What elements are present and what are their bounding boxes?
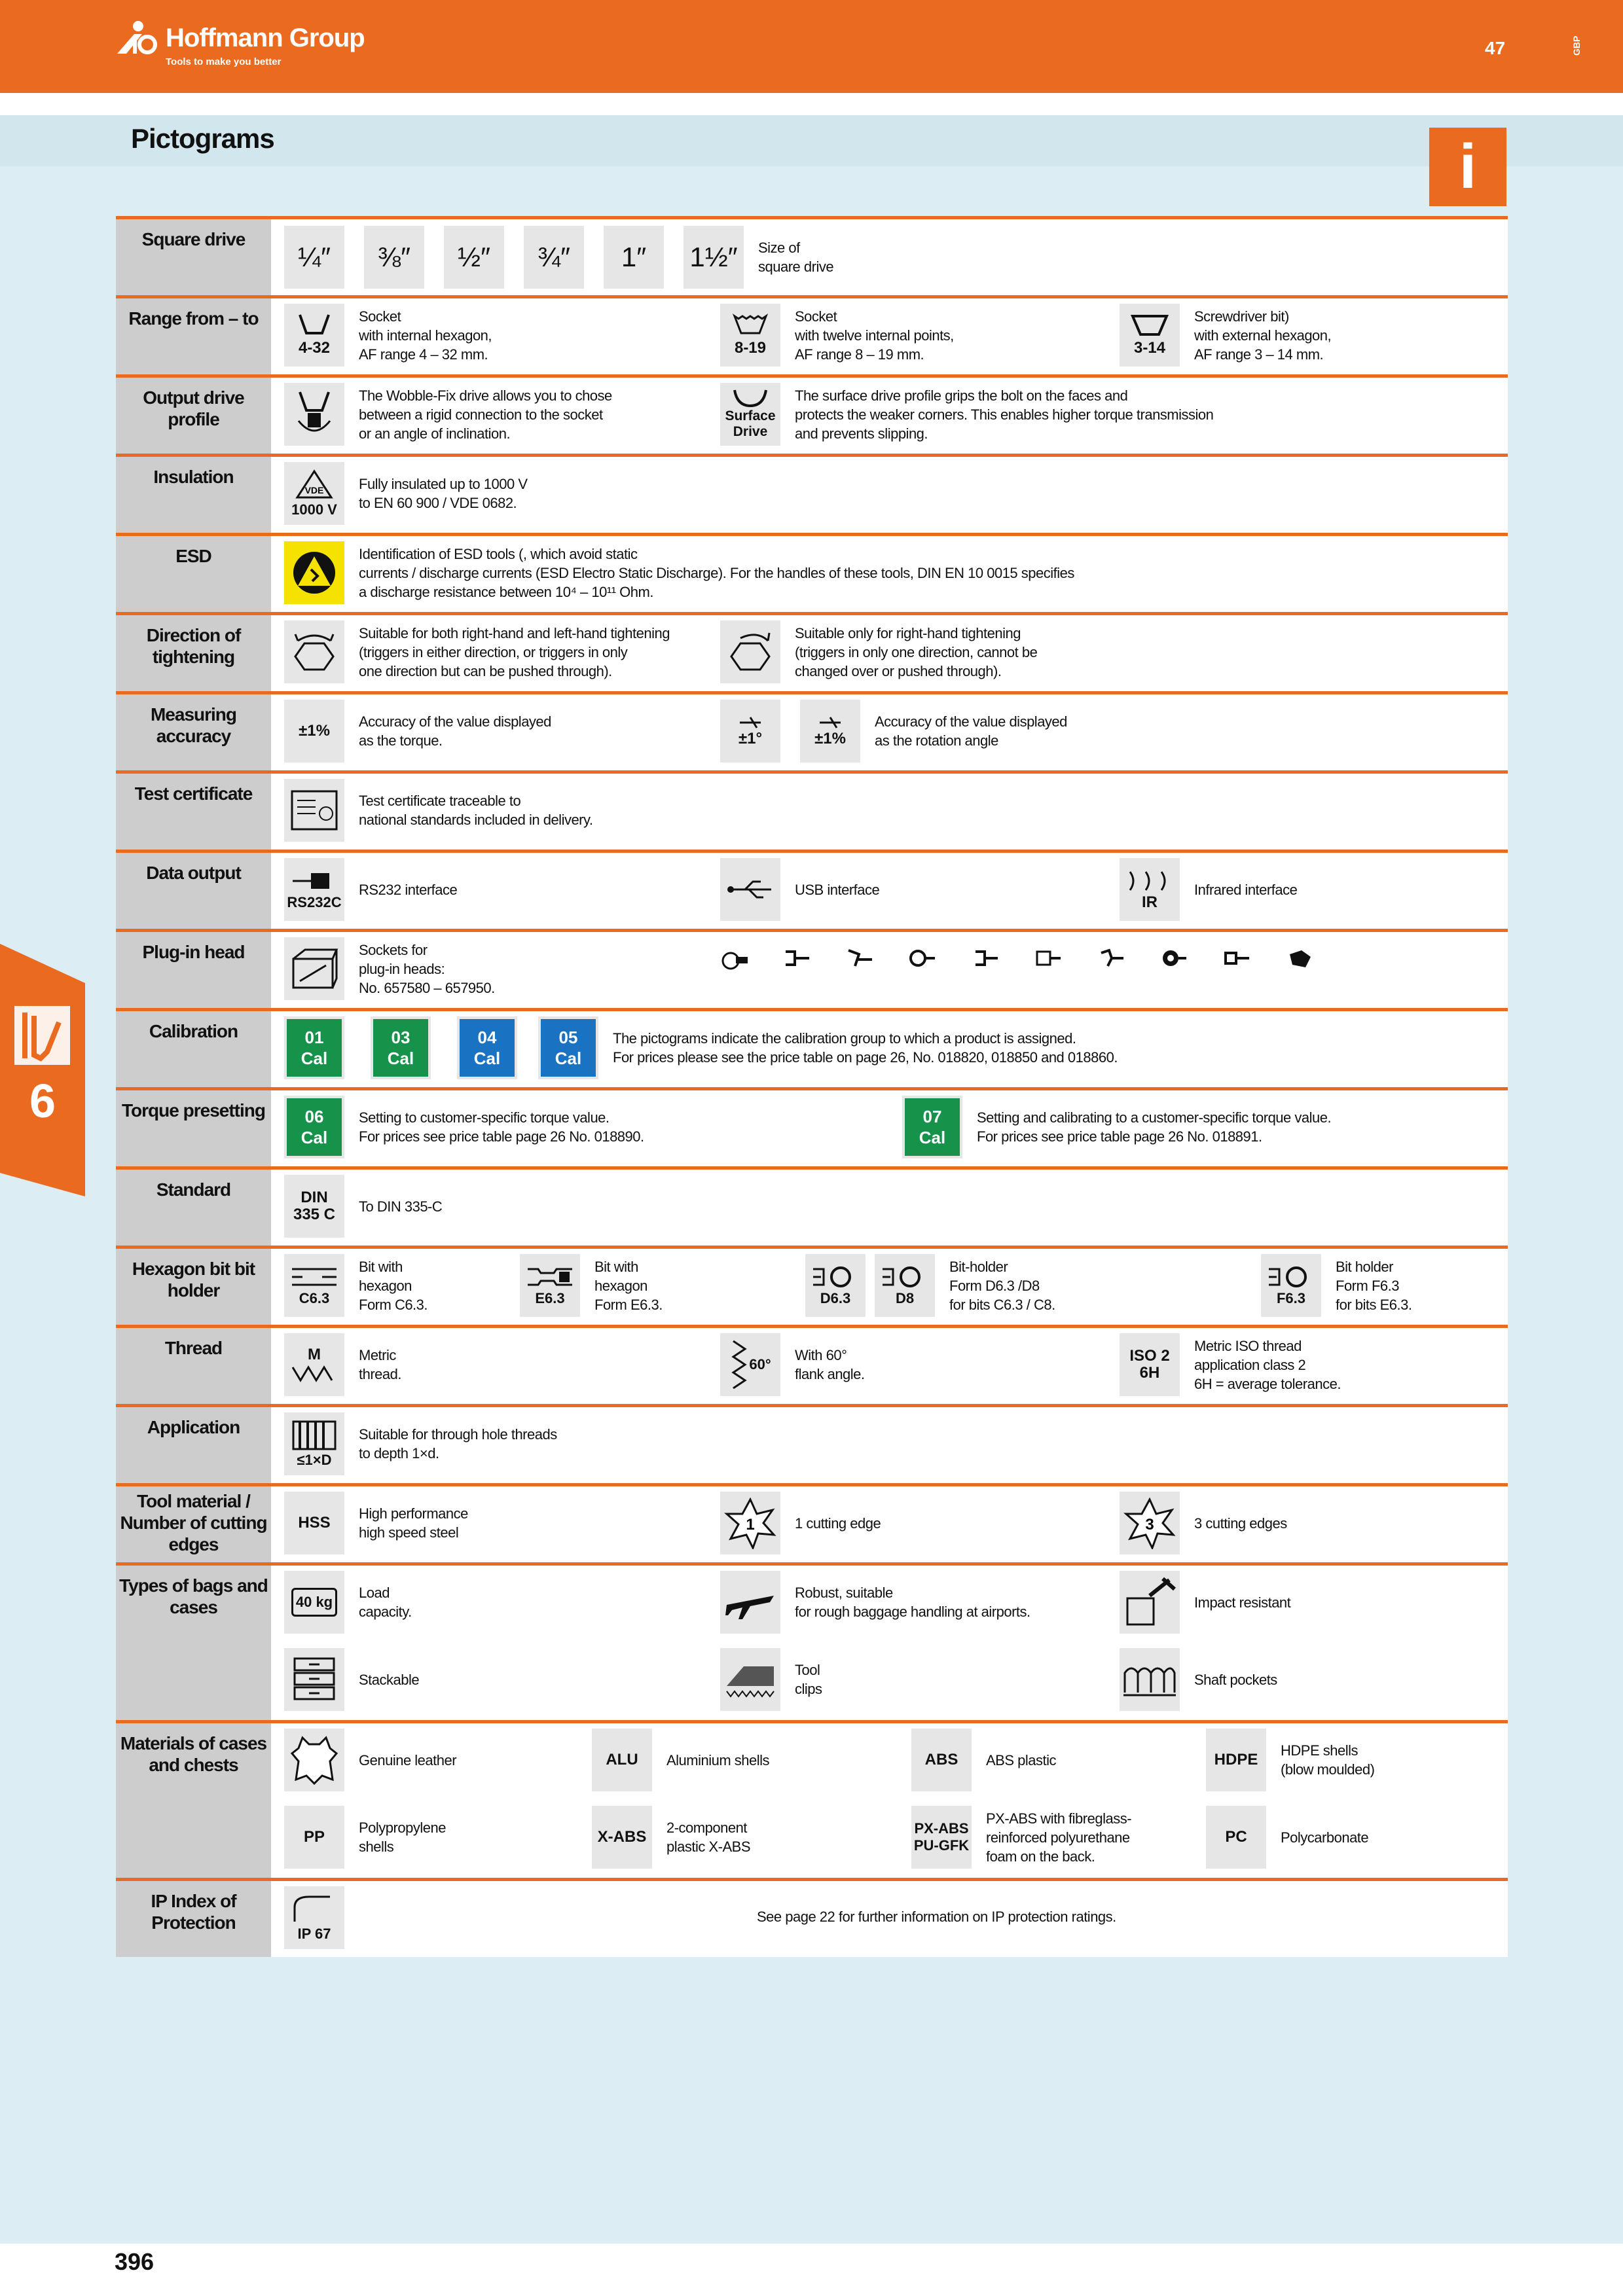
brand-logo	[115, 20, 365, 67]
material-text-5: Polypropylene shells	[359, 1820, 446, 1855]
pxabs-badge: PX-ABS PU-GFK	[911, 1806, 972, 1869]
row-square-drive	[116, 216, 1508, 295]
torque-preset-06	[284, 1096, 644, 1158]
row-test-certificate	[116, 770, 1508, 850]
row-label: ESD	[116, 536, 271, 612]
row-data-output	[116, 850, 1508, 929]
tig-head-icon	[1223, 945, 1250, 973]
row-label: Application	[116, 1407, 271, 1483]
ip-rating-icon: IP 67	[284, 1886, 344, 1949]
row-hexagon-bit	[116, 1246, 1508, 1325]
open-ring-head-icon	[972, 945, 999, 973]
row-bags-cases	[116, 1562, 1508, 1720]
torque-preset-text-1: Setting to customer-specific torque value. For prices see price table page 26 No. 018890.	[359, 1109, 644, 1145]
bag-text-1: Load capacity.	[359, 1585, 412, 1620]
ring-head-icon	[909, 945, 936, 973]
material-text-4: HDPE shells (blow moulded)	[1281, 1742, 1375, 1778]
hexbit-text-3: Bit-holder Form D6.3 /D8 for bits C6.3 / C8.	[949, 1258, 1055, 1313]
hdpe-badge: HDPE	[1206, 1729, 1266, 1791]
through-hole-icon: ≤1×D	[284, 1412, 344, 1475]
row-label: Types of bags and cases	[116, 1566, 271, 1720]
abs-badge: ABS	[911, 1729, 972, 1791]
row-label: Standard	[116, 1170, 271, 1246]
hexbit-text-2: Bit with hexagon Form E6.3.	[594, 1258, 663, 1313]
test-cert-text: Test certificate traceable to national standards included in delivery.	[359, 793, 593, 828]
material-pp	[284, 1806, 446, 1869]
rs232-text: RS232 interface	[359, 881, 458, 898]
size-half: ½″	[444, 226, 504, 289]
bag-text-2: Robust, suitable for rough baggage handling at airports.	[795, 1585, 1030, 1620]
size-three-eighths: ⅜″	[364, 226, 424, 289]
bag-shaft-pockets	[1120, 1648, 1277, 1711]
thread-60deg	[720, 1333, 865, 1396]
material-hdpe	[1206, 1729, 1374, 1791]
size-three-quarter: ¾″	[524, 226, 584, 289]
bit-external-hex-icon: 3-14	[1120, 304, 1180, 367]
iso-thread-badge: ISO 2 6H	[1120, 1333, 1180, 1396]
wobble-fix-icon	[284, 383, 344, 446]
flare-nut-head-icon	[1097, 945, 1125, 973]
size-quarter: ¼″	[284, 226, 344, 289]
stackable-icon	[284, 1648, 344, 1711]
ratchet-head-icon	[720, 945, 748, 973]
row-label: Calibration	[116, 1011, 271, 1087]
brand-tagline: Tools to make you better	[166, 56, 282, 67]
esd-cell	[284, 541, 1074, 604]
material-text-8: Polycarbonate	[1281, 1829, 1369, 1846]
output-text-2: The surface drive profile grips the bolt on the faces and protects the weaker corners. This enables higher torque transmission and prevents slipping.	[795, 387, 1214, 442]
material-xabs	[592, 1806, 750, 1869]
hexbit-e63	[520, 1254, 663, 1317]
output-surface-drive	[720, 383, 1213, 446]
insulation-text: Fully insulated up to 1000 V to EN 60 900 / VDE 0682.	[359, 476, 528, 511]
direction-right	[720, 620, 1037, 683]
bag-text-4: Stackable	[359, 1671, 420, 1688]
hexbit-text-1: Bit with hexagon Form C6.3.	[359, 1258, 428, 1313]
usb-text: USB interface	[795, 881, 880, 898]
din-badge: DIN 335 C	[284, 1175, 344, 1238]
leather-hide-icon	[284, 1729, 344, 1791]
material-pxabs	[911, 1806, 1131, 1869]
data-usb	[720, 858, 879, 921]
bit-c63-icon: C6.3	[284, 1254, 344, 1317]
material-pc	[1206, 1806, 1368, 1869]
square-drive-head-icon	[1034, 945, 1062, 973]
blank-head-icon	[1286, 945, 1313, 973]
material-text-6: 2-component plastic X-ABS	[666, 1820, 750, 1855]
thread-text-2: With 60° flank angle.	[795, 1347, 865, 1382]
application-cell	[284, 1412, 557, 1475]
material-text-2: Aluminium shells	[666, 1751, 770, 1768]
usb-icon	[720, 858, 780, 921]
material-hss	[284, 1492, 468, 1554]
socket-12point-icon: 8-19	[720, 304, 780, 367]
bag-load	[284, 1571, 412, 1634]
standard-cell	[284, 1175, 442, 1238]
range-internal-hex	[284, 304, 492, 367]
range-screwdriver-bit	[1120, 304, 1331, 367]
thread-iso	[1120, 1333, 1341, 1396]
tool-material-text-1: High performance high speed steel	[359, 1505, 468, 1541]
cal-badge-05: 05 Cal	[538, 1016, 598, 1079]
row-label: Direction of tightening	[116, 615, 271, 691]
certificate-icon	[284, 779, 344, 842]
footer-page-number: 396	[115, 2248, 155, 2275]
row-label: Tool material / Number of cutting edges	[116, 1486, 271, 1562]
header-page-number: 47	[1485, 38, 1506, 58]
material-text-1: Genuine leather	[359, 1751, 457, 1768]
range-text-1: Socket with internal hexagon, AF range 4 – 32 mm.	[359, 308, 492, 363]
measuring-text-1: Accuracy of the value displayed as the torque.	[359, 713, 551, 749]
tool-material-text-2: 1 cutting edge	[795, 1515, 881, 1532]
ip-text: See page 22 for further information on IP protection ratings.	[757, 1909, 1116, 1925]
row-label: Hexagon bit bit holder	[116, 1249, 271, 1325]
row-label: Data output	[116, 853, 271, 929]
xabs-badge: X-ABS	[592, 1806, 652, 1869]
bag-airport	[720, 1571, 1030, 1634]
row-label: IP Index of Protection	[116, 1881, 271, 1957]
calibration-cell	[284, 1016, 1118, 1079]
row-label: Square drive	[116, 219, 271, 295]
insulation-1000v	[284, 462, 528, 525]
row-calibration	[116, 1008, 1508, 1087]
tool-material-text-3: 3 cutting edges	[1194, 1515, 1287, 1532]
angle-percent-icon: ±1%	[800, 700, 860, 762]
both-direction-icon	[284, 620, 344, 683]
measuring-torque	[284, 700, 551, 762]
tool-clips-icon	[720, 1648, 780, 1711]
plugin-heads-gallery	[710, 945, 1324, 973]
row-output-drive	[116, 374, 1508, 454]
esd-text: Identification of ESD tools (, which avoid static currents / discharge currents (ESD Electro Static Discharge). For the handles of these tools, DIN EN 10 0015 specifies a discharge resistance between 10⁴ – 10¹¹ Ohm.	[359, 545, 1074, 600]
cal-badge-03: 03 Cal	[371, 1016, 431, 1079]
material-leather	[284, 1729, 456, 1791]
vde-triangle-icon: VDE 1000 V	[284, 462, 344, 525]
surface-drive-icon: Surface Drive	[720, 383, 780, 446]
infrared-icon: IR	[1120, 858, 1180, 921]
measuring-text-2: Accuracy of the value displayed as the rotation angle	[875, 713, 1067, 749]
airplane-icon	[720, 1571, 780, 1634]
row-label: Range from – to	[116, 298, 271, 374]
hammer-impact-icon	[1120, 1571, 1180, 1634]
row-application	[116, 1404, 1508, 1483]
socket-hex-icon: 4-32	[284, 304, 344, 367]
cal-badge-01: 01 Cal	[284, 1016, 344, 1079]
row-label: Insulation	[116, 457, 271, 533]
right-direction-icon	[720, 620, 780, 683]
row-torque-presetting	[116, 1087, 1508, 1166]
row-tool-material	[116, 1483, 1508, 1562]
row-label: Thread	[116, 1328, 271, 1404]
range-text-3: Screwdriver bit) with external hexagon, AF range 3 – 14 mm.	[1194, 308, 1332, 363]
thread-text-1: Metric thread.	[359, 1347, 401, 1382]
application-text: Suitable for through hole threads to depth 1×d.	[359, 1426, 557, 1462]
three-cutting-edges-icon	[1120, 1492, 1180, 1554]
rs232-plug-icon: RS232C	[284, 858, 344, 921]
data-rs232	[284, 858, 457, 921]
bag-impact	[1120, 1571, 1290, 1634]
brand-name: Hoffmann Group	[166, 23, 365, 52]
angle-accuracy-icon: ±1°	[720, 700, 780, 762]
ir-text: Infrared interface	[1194, 881, 1298, 898]
standard-text: To DIN 335-C	[359, 1198, 443, 1215]
pp-badge: PP	[284, 1806, 344, 1869]
row-label: Materials of cases and chests	[116, 1723, 271, 1878]
hexbit-text-4: Bit holder Form F6.3 for bits E6.3.	[1336, 1258, 1412, 1313]
pc-badge: PC	[1206, 1806, 1266, 1869]
row-standard	[116, 1166, 1508, 1246]
open-end-head-2-icon	[846, 945, 873, 973]
bitholder-f63-icon: F6.3	[1261, 1254, 1321, 1317]
footer-strip	[0, 2244, 1623, 2296]
metric-thread-icon: M	[284, 1333, 344, 1396]
hexbit-d63-d8	[805, 1254, 1055, 1317]
cutting-edge-one-label: 1	[746, 1516, 755, 1534]
plugin-cell	[284, 937, 495, 1000]
open-end-head-icon	[783, 945, 811, 973]
hoffmann-logo-icon	[115, 20, 160, 56]
torque-accuracy-badge: ±1%	[284, 700, 344, 762]
size-one: 1″	[604, 226, 664, 289]
hss-badge: HSS	[284, 1492, 344, 1554]
alu-badge: ALU	[592, 1729, 652, 1791]
hexbit-f63	[1261, 1254, 1412, 1317]
pictogram-table	[116, 216, 1508, 1957]
row-label: Plug-in head	[116, 932, 271, 1008]
data-ir	[1120, 858, 1297, 921]
bag-text-6: Shaft pockets	[1194, 1671, 1277, 1688]
row-range	[116, 295, 1508, 374]
row-plugin-head	[116, 929, 1508, 1008]
header-divider	[0, 93, 1623, 115]
row-label: Measuring accuracy	[116, 694, 271, 770]
esd-warning-icon	[284, 541, 344, 604]
ratchet-ring-head-icon	[1160, 945, 1188, 973]
direction-text-2: Suitable only for right-hand tightening (triggers in only one direction, cannot be changed over or pushed through).	[795, 624, 1038, 679]
plugin-socket-icon	[284, 937, 344, 1000]
row-label: Torque presetting	[116, 1090, 271, 1166]
bitholder-d63-icon: D6.3	[805, 1254, 866, 1317]
row-thread	[116, 1325, 1508, 1404]
flank-angle-icon: 60°	[720, 1333, 780, 1396]
range-twelve-point	[720, 304, 954, 367]
row-direction	[116, 612, 1508, 691]
chapter-number: 6	[29, 1075, 56, 1128]
thread-metric	[284, 1333, 401, 1396]
one-cutting-edge	[720, 1492, 881, 1554]
material-alu	[592, 1729, 769, 1791]
row-label: Test certificate	[116, 774, 271, 850]
bag-stackable	[284, 1648, 419, 1711]
measuring-angle	[720, 700, 1067, 762]
bit-e63-icon: E6.3	[520, 1254, 580, 1317]
ip-cell	[284, 1886, 344, 1949]
thread-text-3: Metric ISO thread application class 2 6H = average tolerance.	[1194, 1337, 1341, 1392]
row-materials	[116, 1720, 1508, 1878]
cal-badge-06: 06 Cal	[284, 1096, 344, 1158]
row-label: Output drive profile	[116, 378, 271, 454]
calibration-text: The pictograms indicate the calibration group to which a product is assigned. For prices please see the price table on page 26, No. 018820, 018850 and 018860.	[613, 1030, 1118, 1066]
bag-text-3: Impact resistant	[1194, 1594, 1291, 1611]
direction-both	[284, 620, 670, 683]
shaft-pockets-icon	[1120, 1648, 1180, 1711]
bag-tool-clips	[720, 1648, 822, 1711]
page-title: Pictograms	[131, 123, 274, 154]
hexbit-c63	[284, 1254, 428, 1317]
torque-preset-text-2: Setting and calibrating to a customer-specific torque value. For prices see price table page 26 No. 018891.	[977, 1109, 1332, 1145]
material-text-7: PX-ABS with fibreglass- reinforced polyurethane foam on the back.	[986, 1810, 1132, 1865]
cal-badge-04: 04 Cal	[457, 1016, 517, 1079]
plugin-text: Sockets for plug-in heads: No. 657580 – 657950.	[359, 941, 495, 996]
svg-text:VDE: VDE	[304, 485, 324, 495]
size-one-half: 1½″	[684, 226, 744, 289]
torque-preset-07	[902, 1096, 1331, 1158]
material-text-3: ABS plastic	[986, 1751, 1056, 1768]
row-esd	[116, 533, 1508, 612]
one-cutting-edge-icon	[720, 1492, 780, 1554]
output-text-1: The Wobble-Fix drive allows you to chose between a rigid connection to the socket or an angle of inclination.	[359, 387, 612, 442]
header-language: GBP	[1571, 35, 1582, 56]
bitholder-d8-icon: D8	[875, 1254, 935, 1317]
cutting-edge-three-label: 3	[1145, 1516, 1154, 1534]
output-wobble-fix	[284, 383, 612, 446]
chapter-tab[interactable]	[0, 944, 85, 1196]
test-cert-cell	[284, 779, 593, 842]
row-ip	[116, 1878, 1508, 1957]
range-text-2: Socket with twelve internal points, AF range 8 – 19 mm.	[795, 308, 954, 363]
info-icon: i	[1429, 128, 1506, 206]
bag-text-5: Tool clips	[795, 1662, 822, 1697]
row-insulation	[116, 454, 1508, 533]
ip-text-cell	[757, 1907, 1116, 1926]
direction-text-1: Suitable for both right-hand and left-hand tightening (triggers in either direction, or triggers in only one direction but can be pushed through).	[359, 624, 670, 679]
square-drive-text: Size of square drive	[758, 240, 834, 275]
three-cutting-edges	[1120, 1492, 1287, 1554]
row-measuring	[116, 691, 1508, 770]
cal-badge-07: 07 Cal	[902, 1096, 962, 1158]
load-capacity-icon: 40 kg	[284, 1571, 344, 1634]
square-drive-sizes	[284, 226, 833, 289]
material-abs	[911, 1729, 1056, 1791]
